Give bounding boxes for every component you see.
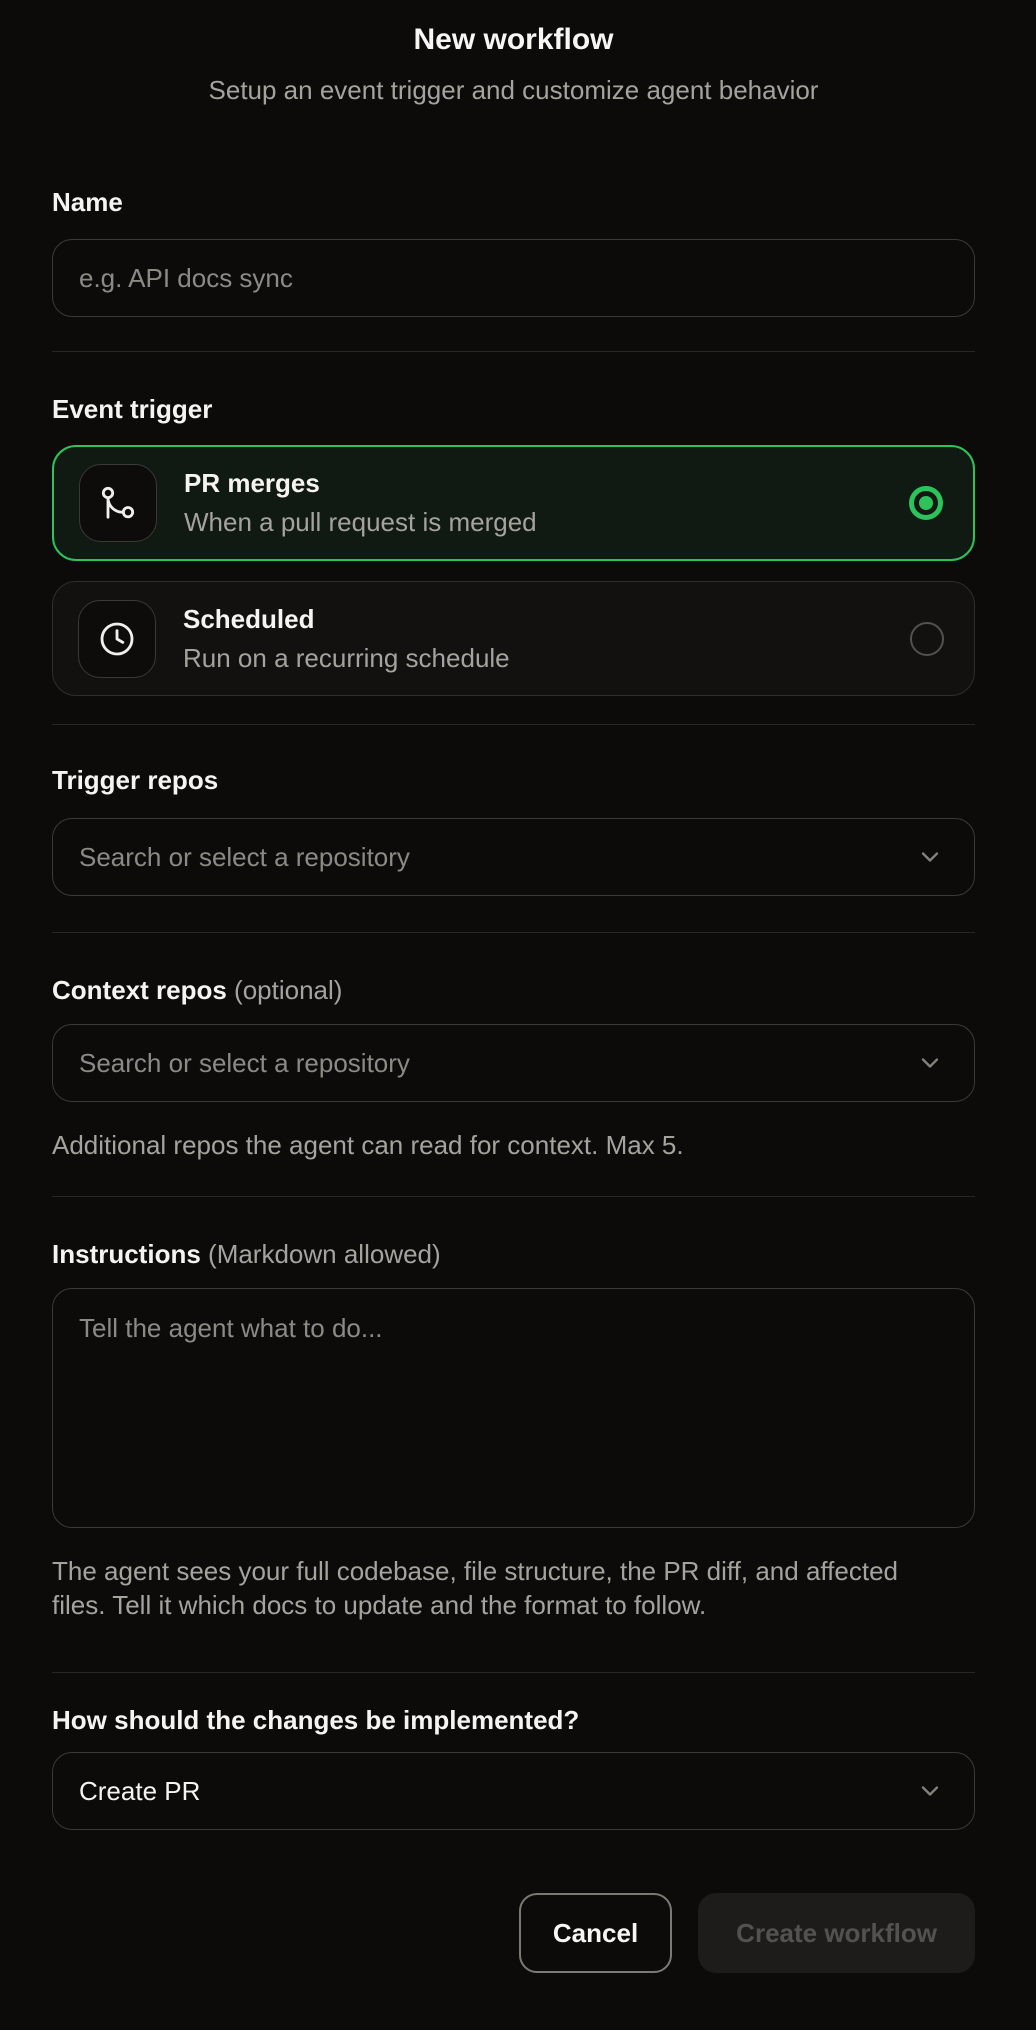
name-label: Name [52,187,123,217]
trigger-repos-select[interactable] [52,818,975,896]
event-option-pr-merges[interactable] [52,445,975,561]
context-repos-label-suffix: (optional) [234,975,343,1005]
event-option-scheduled[interactable] [52,581,975,696]
section-divider [52,724,975,725]
trigger-repos-label: Trigger repos [52,765,219,795]
select-placeholder: Search or select a repository [79,841,410,872]
name-input[interactable] [52,239,975,317]
radio-pr-merges[interactable] [909,486,943,520]
dialog-title: New workflow [413,23,614,56]
option-title: PR merges [184,468,320,498]
instructions-textarea[interactable] [52,1288,975,1528]
chevron-down-icon [916,843,944,871]
cancel-button[interactable]: Cancel [519,1893,672,1973]
chevron-down-icon [916,1777,944,1805]
event-trigger-label: Event trigger [52,394,213,424]
radio-scheduled[interactable] [910,622,944,656]
instructions-label-text: Instructions [52,1239,201,1269]
option-description: When a pull request is merged [184,507,537,537]
section-divider [52,1672,975,1673]
section-divider [52,932,975,933]
git-merge-icon [79,464,157,542]
select-value: Create PR [79,1775,201,1806]
instructions-helper: The agent sees your full codebase, file structure, the PR diff, and affected files. Tell it which docs to update and the format to follow. [52,1556,898,1620]
instructions-label-suffix: (Markdown allowed) [208,1239,441,1269]
implementation-select[interactable] [52,1752,975,1830]
dialog-subtitle: Setup an event trigger and customize agent behavior [208,75,819,105]
option-description: Run on a recurring schedule [183,642,510,673]
implementation-label: How should the changes be implemented? [52,1705,580,1735]
option-title: Scheduled [183,603,315,634]
create-workflow-button[interactable]: Create workflow [698,1893,975,1973]
section-divider [52,351,975,352]
instructions-label [52,1239,975,1270]
context-repos-label-text: Context repos [52,975,227,1005]
section-divider [52,1196,975,1197]
context-repos-helper: Additional repos the agent can read for context. Max 5. [52,1130,684,1160]
dialog-actions [52,1893,975,1973]
radio-dot [919,496,933,510]
clock-icon [78,600,156,678]
context-repos-label [52,975,975,1006]
option-text [183,603,883,675]
select-placeholder: Search or select a repository [79,1047,410,1078]
chevron-down-icon [916,1049,944,1077]
context-repos-select[interactable] [52,1024,975,1102]
option-text [184,467,882,539]
